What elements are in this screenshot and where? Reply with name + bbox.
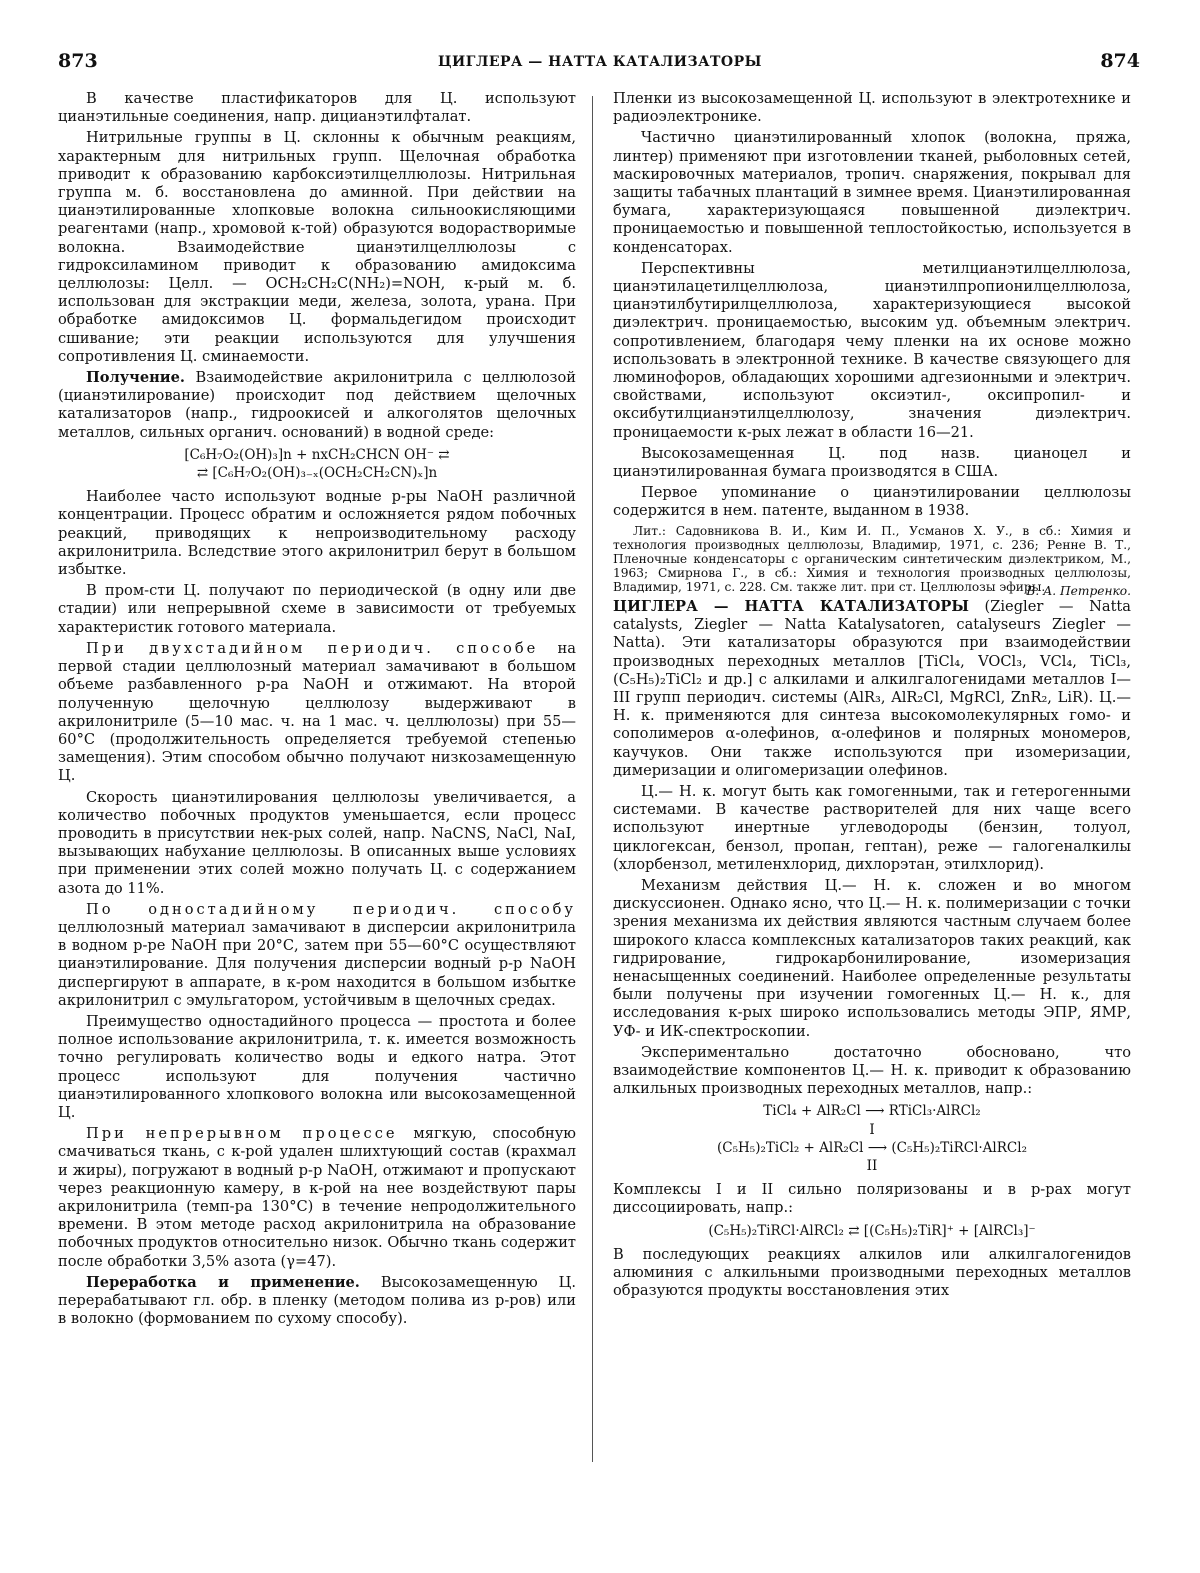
article-start <box>613 598 1131 780</box>
formula-line: (C₅H₅)₂TiRCl·AlRCl₂ ⇄ [(C₅H₅)₂TiR]⁺ + [AlRCl₃]⁻ <box>708 1222 1036 1239</box>
paragraph <box>58 1274 576 1329</box>
paragraph: Высокозамещенная Ц. под назв. цианоцел и цианэтилированная бумага производятся в США. <box>613 444 1131 481</box>
paragraph: Пленки из высокозамещенной Ц. используют в электротехнике и радиоэлектронике. <box>613 90 1131 126</box>
formula-line: [C₆H₇O₂(OH)₃]n + nxCH₂CHCN OH⁻ ⇄ <box>184 446 450 463</box>
formula <box>58 446 576 482</box>
formula-line: ⇄ [C₆H₇O₂(OH)₃₋ₓ(OCH₂CH₂CN)ₓ]n <box>196 465 438 482</box>
spaced-term: По одностадийному периодич. способу <box>86 900 576 918</box>
paragraph-text: Взаимодействие акрилонитрила с целлюлозой (цианэтилирование) происходит под действием щелочных катализаторов (напр., гидроокисей и алкоголятов щелочных металлов, сильных органич. оснований) в водной среде: <box>58 369 576 441</box>
paragraph: Скорость цианэтилирования целлюлозы увеличивается, а количество побочных продуктов уменьшается, если процесс проводить в присутствии нек-рых солей, напр. NaCNS, NaCl, NaI, вызывающих набухание целлюлозы. В описанных выше условиях при применении этих солей можно получать Ц. с содержанием азота до 11%. <box>58 788 576 897</box>
paragraph: Частично цианэтилированный хлопок (волокна, пряжа, линтер) применяют при изготовлении тканей, рыболовных сетей, маскировочных материалов, тропич. снаряжения, покрывал для защиты табачных плантаций в зимнее время. Цианэтилированная бумага, характеризующаяся повышенной диэлектрич. проницаемостью и повышенной теплостойкостью, используется в конденсаторах. <box>613 129 1131 256</box>
paragraph <box>58 640 576 786</box>
paragraph: Экспериментально достаточно обосновано, что взаимодействие компонентов Ц.— Н. к. приводит к образованию алкильных производных переходных металлов, напр.: <box>613 1043 1131 1098</box>
section-heading: Получение. <box>86 369 185 387</box>
paragraph-text: мягкую, способную смачиваться ткань, с к-рой удален шлихтующий состав (крахмал и жиры), погружают в водный р-р NaOH, отжимают и пропускают через реакционную камеру, в к-рой на нее воздействуют пары акрилонитрила (темп-ра 130°С) в течение непродолжительного времени. В этом методе расход акрилонитрила на образование побочных продуктов относительно низок. Обычно ткань содержит после обработки 3,5% азота (γ=47). <box>58 1125 576 1270</box>
section-heading: Переработка и применение. <box>86 1273 360 1291</box>
paragraph: В качестве пластификаторов для Ц. используют цианэтильные соединения, напр. дицианэтилфталат. <box>58 90 576 126</box>
paragraph: Нитрильные группы в Ц. склонны к обычным реакциям, характерным для нитрильных групп. Щелочная обработка приводит к образованию карбоксиэтилцеллюлозы. Нитрильная группа м. б. восстановлена до аминной. При действии на цианэтилированные хлопковые волокна сильноокисляющими реагентами (напр., хромовой к-той) образуются водорастворимые волокна. Взаимодействие цианэтилцеллюлозы с гидроксиламином приводит к образованию амидоксима целлюлозы: Целл. — OCH₂CH₂C(NH₂)=NOH, к-рый м. б. использован для экстракции меди, железа, золота, урана. При обработке амидоксимов Ц. формальдегидом происходит сшивание; эти реакции используются для улучшения сопротивления Ц. сминаемости. <box>58 129 576 365</box>
paragraph <box>58 901 576 1010</box>
right-column <box>613 90 1131 1303</box>
left-column <box>58 90 576 1331</box>
author-signature: В. А. Петренко. <box>1026 583 1131 598</box>
page-number-left: 873 <box>58 50 98 72</box>
running-title: ЦИГЛЕРА — НАТТА КАТАЛИЗАТОРЫ <box>438 54 762 70</box>
formula <box>613 1102 1131 1175</box>
formula-line: (C₅H₅)₂TiCl₂ + AlR₂Cl ⟶ (C₅H₅)₂TiRCl·AlRCl₂ <box>717 1139 1027 1156</box>
column-divider <box>592 96 593 1462</box>
page-number-right: 874 <box>1100 50 1140 72</box>
paragraph: Механизм действия Ц.— Н. к. сложен и во многом дискуссионен. Однако ясно, что Ц.— Н. к. полимеризации с точки зрения механизма их действия являются частным случаем более широкого класса комплексных катализаторов таких реакций, как гидрирование, гидрокарбонилирование, изомеризация ненасыщенных соединений. Наиболее определенные результаты были получены при изучении гомогенных Ц.— Н. к., для исследования к-рых широко использовались методы ЭПР, ЯМР, УФ- и ИК-спектроскопии. <box>613 876 1131 1040</box>
paragraph-text: целлюлозный материал замачивают в дисперсии акрилонитрила в водном р-ре NaOH при 20°С, затем при 55—60°С осуществляют цианэтилирование. Для получения дисперсии водный р-р NaOH диспергируют в аппарате, в к-ром находится в большом избытке акрилонитрил с эмульгатором, устойчивым в щелочных средах. <box>58 918 576 1009</box>
paragraph-text: (Ziegler — Natta catalysts, Ziegler — Natta Katalysatoren, catalyseurs Ziegler — Natta). Эти катализаторы образуются при взаимодействии производных переходных металлов [TiCl₄, VOCl₃, VCl₄, TiCl₃, (C₅H₅)₂TiCl₂ и др.] с алкилами и алкилгалогенидами металлов I—III групп периодич. системы (AlR₃, AlR₂Cl, MgRCl, ZnR₂, LiR). Ц.— Н. к. применяются для синтеза высокомолекулярных гомо- и сополимеров α-олефинов, α-олефинов и полярных мономеров, каучуков. Они также используются при изомеризации, димеризации и олигомеризации олефинов. <box>613 597 1131 779</box>
formula-label: I <box>869 1121 875 1138</box>
paragraph: В пром-сти Ц. получают по периодической (в одну или две стадии) или непрерывной схеме в зависимости от требуемых характеристик готового материала. <box>58 582 576 636</box>
paragraph: Комплексы I и II сильно поляризованы и в р-рах могут диссоциировать, напр.: <box>613 1181 1131 1217</box>
article-title: ЦИГЛЕРА — НАТТА КАТАЛИЗАТОРЫ <box>613 597 969 615</box>
paragraph <box>58 1125 576 1271</box>
paragraph-text: Высокозамещенную Ц. перерабатывают гл. обр. в пленку (методом полива из р-ров) или в волокно (формованием по сухому способу). <box>58 1273 577 1328</box>
paragraph: Наиболее часто используют водные р-ры NaOH различной концентрации. Процесс обратим и осложняется рядом побочных реакций, приводящих к непроизводительному расходу акрилонитрила. Вследствие этого акрилонитрил берут в большом избытке. <box>58 488 576 579</box>
page-header <box>0 44 1200 84</box>
paragraph: В последующих реакциях алкилов или алкилгалогенидов алюминия с алкильными производными переходных металлов образуются продукты восстановления этих <box>613 1245 1131 1300</box>
paragraph: Ц.— Н. к. могут быть как гомогенными, так и гетерогенными системами. В качестве растворителей для них чаще всего используют инертные углеводороды (бензин, толуол, циклогексан, бензол, пропан, гептан), реже — галогеналкилы (хлорбензол, метиленхлорид, дихлорэтан, этилхлорид). <box>613 782 1131 873</box>
paragraph <box>58 369 576 442</box>
paragraph: Первое упоминание о цианэтилировании целлюлозы содержится в нем. патенте, выданном в 1938. <box>613 484 1131 520</box>
paragraph: Преимущество одностадийного процесса — простота и более полное использование акрилонитрила, т. к. имеется возможность точно регулировать количество воды и едкого натра. Этот процесс используют для получения частично цианэтилированного хлопкового волокна или высокозамещенной Ц. <box>58 1012 576 1121</box>
formula-label: II <box>866 1157 878 1174</box>
formula-line: TiCl₄ + AlR₂Cl ⟶ RTiCl₃·AlRCl₂ <box>763 1103 981 1120</box>
spaced-term: При двухстадийном периодич. способе <box>86 639 539 657</box>
formula <box>613 1222 1131 1240</box>
literature-references: Лит.: Садовникова В. И., Ким И. П., Усманов Х. У., в сб.: Химия и технология производных целлюлозы, Владимир, 1971, с. 236; Ренне В. Т., Пленочные конденсаторы с органическим синтетическим диэлектриком, М., 1963; Смирнова Г., в сб.: Химия и технология производных целлюлозы, Владимир, 1971, с. 228. См. также лит. при ст. Целлюлозы эфиры. <box>613 523 1131 595</box>
spaced-term: При непрерывном процессе <box>86 1125 398 1143</box>
paragraph: Перспективны метилцианэтилцеллюлоза, цианэтилацетилцеллюлоза, цианэтилпропионилцеллюлоза, цианэтилбутирилцеллюлоза, характеризующиеся высокой диэлектрич. проницаемостью, высоким уд. объемным электрич. сопротивлением, благодаря чему пленки на их основе можно использовать в электронной технике. В качестве связующего для люминофоров, обладающих хорошими адгезионными и электрич. свойствами, используют оксиэтил-, оксипропил- и оксибутилцианэтилцеллюлозу, значения диэлектрич. проницаемости к-рых лежат в области 16—21. <box>613 259 1131 441</box>
paragraph-text: на первой стадии целлюлозный материал замачивают в большом объеме разбавленного р-ра NaOH и отжимают. На второй полученную щелочную целлюлозу выдерживают в акрилонитриле (5—10 мас. ч. на 1 мас. ч. целлюлозы) при 55—60°С (продолжительность определяется требуемой степенью замещения). Этим способом обычно получают низкозамещенную Ц. <box>58 639 576 785</box>
